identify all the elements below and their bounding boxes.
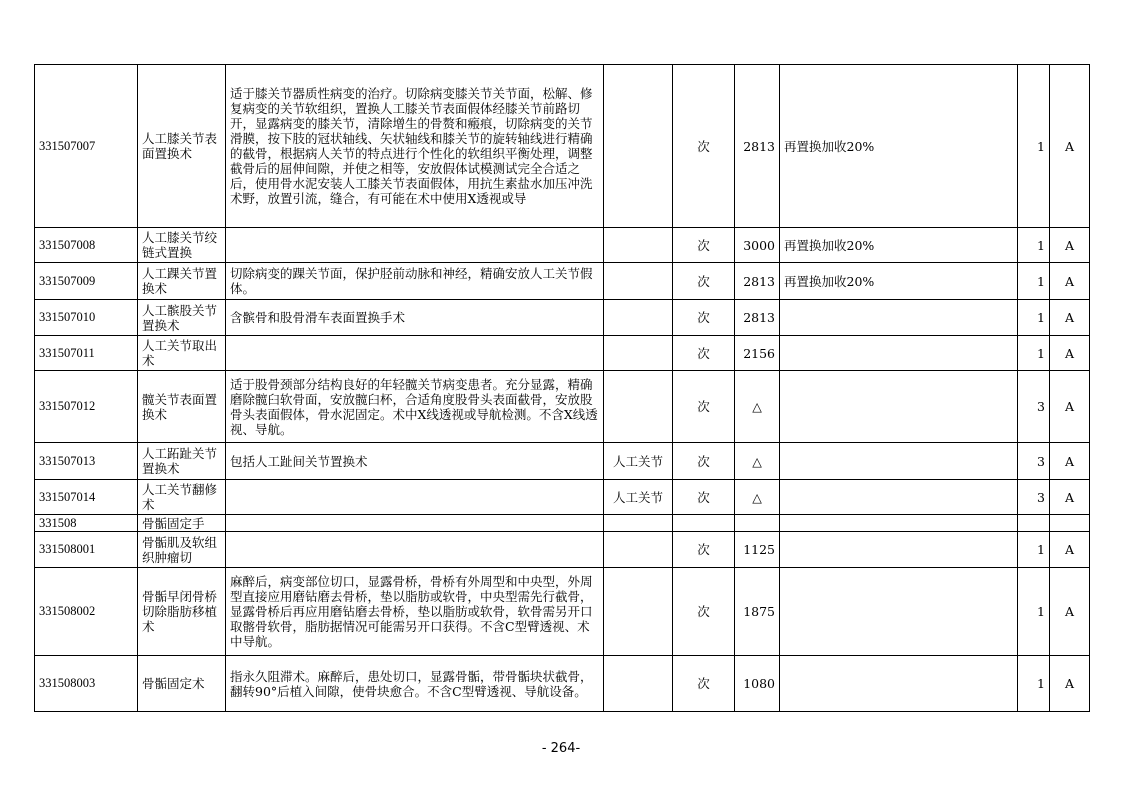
item-code: 331507012: [35, 371, 138, 443]
item-name: 人工髌股关节置换术: [138, 300, 226, 336]
item-class: A: [1050, 532, 1090, 568]
item-unit: 次: [673, 568, 735, 656]
item-level: 3: [1018, 480, 1050, 515]
item-code: 331508003: [35, 656, 138, 712]
item-level: 1: [1018, 656, 1050, 712]
item-level: 1: [1018, 228, 1050, 263]
item-description: [226, 228, 604, 263]
item-description: 含髌骨和股骨滑车表面置换手术: [226, 300, 604, 336]
item-unit: 次: [673, 480, 735, 515]
item-name: 人工跖趾关节置换术: [138, 443, 226, 480]
table-row: [35, 568, 1090, 656]
item-code: 331507014: [35, 480, 138, 515]
item-price: 2156: [735, 336, 780, 371]
item-note: [780, 656, 1018, 712]
item-exclusion: [604, 228, 673, 263]
item-class: A: [1050, 65, 1090, 228]
table-row: [35, 300, 1090, 336]
item-note: [780, 336, 1018, 371]
item-unit: 次: [673, 371, 735, 443]
item-price: △: [735, 443, 780, 480]
item-unit: 次: [673, 263, 735, 300]
item-exclusion: 人工关节: [604, 443, 673, 480]
item-description: 切除病变的踝关节面，保护胫前动脉和神经，精确安放人工关节假体。: [226, 263, 604, 300]
table-row: [35, 336, 1090, 371]
item-class: A: [1050, 443, 1090, 480]
item-exclusion: [604, 336, 673, 371]
item-note: [780, 515, 1018, 532]
item-unit: 次: [673, 300, 735, 336]
item-code: 331507009: [35, 263, 138, 300]
item-price: 2813: [735, 263, 780, 300]
item-exclusion: [604, 532, 673, 568]
item-note: 再置换加收20%: [780, 65, 1018, 228]
item-name: 人工膝关节表面置换术: [138, 65, 226, 228]
item-code: 331507013: [35, 443, 138, 480]
item-class: A: [1050, 568, 1090, 656]
table-row: [35, 371, 1090, 443]
page-number: - 264-: [541, 741, 581, 756]
item-level: 3: [1018, 443, 1050, 480]
item-level: 1: [1018, 568, 1050, 656]
table-row: [35, 263, 1090, 300]
item-unit: [673, 515, 735, 532]
item-note: [780, 532, 1018, 568]
item-level: 1: [1018, 532, 1050, 568]
item-name: 骨骺固定手: [138, 515, 226, 532]
item-class: A: [1050, 300, 1090, 336]
item-description: 指永久阻滞术。麻醉后，患处切口，显露骨骺，带骨骺块状截骨，翻转90°后植入间隙，使骨块愈合。不含C型臂透视、导航设备。: [226, 656, 604, 712]
item-exclusion: [604, 371, 673, 443]
item-note: 再置换加收20%: [780, 228, 1018, 263]
item-name: 人工膝关节绞链式置换: [138, 228, 226, 263]
item-code: 331507007: [35, 65, 138, 228]
item-price: [735, 515, 780, 532]
table-row: [35, 65, 1090, 228]
item-price: 1125: [735, 532, 780, 568]
item-description: [226, 336, 604, 371]
item-code: 331507010: [35, 300, 138, 336]
item-note: [780, 300, 1018, 336]
item-level: 1: [1018, 263, 1050, 300]
item-level: [1018, 515, 1050, 532]
item-price: 1875: [735, 568, 780, 656]
item-class: A: [1050, 263, 1090, 300]
item-class: A: [1050, 228, 1090, 263]
item-class: A: [1050, 336, 1090, 371]
item-price: 2813: [735, 65, 780, 228]
item-name: 髋关节表面置换术: [138, 371, 226, 443]
item-unit: 次: [673, 336, 735, 371]
table-row: [35, 480, 1090, 515]
item-unit: 次: [673, 65, 735, 228]
item-exclusion: [604, 300, 673, 336]
item-level: 1: [1018, 65, 1050, 228]
item-price: 1080: [735, 656, 780, 712]
item-class: A: [1050, 656, 1090, 712]
item-note: 再置换加收20%: [780, 263, 1018, 300]
item-code: 331507008: [35, 228, 138, 263]
table-row: [35, 656, 1090, 712]
item-exclusion: 人工关节: [604, 480, 673, 515]
item-unit: 次: [673, 532, 735, 568]
item-unit: 次: [673, 656, 735, 712]
item-exclusion: [604, 515, 673, 532]
item-description: [226, 515, 604, 532]
item-code: 331508002: [35, 568, 138, 656]
item-note: [780, 568, 1018, 656]
item-description: 适于膝关节器质性病变的治疗。切除病变膝关节关节面，松解、修复病变的关节软组织，置换人工膝关节表面假体经膝关节前路切开，显露病变的膝关节，清除增生的骨赘和瘢痕，切除病变的关节滑膜，按下肢的冠状轴线、矢状轴线和膝关节的旋转轴线进行精确的截骨，根据病人关节的特点进行个性化的软组织平衡处理，调整截骨后的屈伸间隙，并使之相等，安放假体试模测试完全合适之后，使用骨水泥安装人工膝关节表面假体，用抗生素盐水加压冲洗术野，放置引流，缝合，有可能在术中使用X透视或导: [226, 65, 604, 228]
item-note: [780, 371, 1018, 443]
item-note: [780, 443, 1018, 480]
item-price: 2813: [735, 300, 780, 336]
table-row: [35, 532, 1090, 568]
table-row: [35, 228, 1090, 263]
item-code: 331508001: [35, 532, 138, 568]
table-row: [35, 515, 1090, 532]
item-price: △: [735, 480, 780, 515]
item-code: 331508: [35, 515, 138, 532]
item-unit: 次: [673, 228, 735, 263]
item-exclusion: [604, 568, 673, 656]
item-unit: 次: [673, 443, 735, 480]
item-name: 骨骺固定术: [138, 656, 226, 712]
item-class: [1050, 515, 1090, 532]
item-price: 3000: [735, 228, 780, 263]
item-name: 人工关节翻修术: [138, 480, 226, 515]
fee-table-body: [35, 65, 1090, 712]
item-level: 1: [1018, 300, 1050, 336]
item-exclusion: [604, 656, 673, 712]
item-description: [226, 480, 604, 515]
item-description: 包括人工趾间关节置换术: [226, 443, 604, 480]
item-description: 适于股骨颈部分结构良好的年轻髋关节病变患者。充分显露，精确磨除髋臼软骨面，安放髋臼杯，合适角度股骨头表面截骨，安放股骨头表面假体，骨水泥固定。术中X线透视或导航检测。不含X线透视、导航。: [226, 371, 604, 443]
item-level: 1: [1018, 336, 1050, 371]
item-exclusion: [604, 263, 673, 300]
item-description: 麻醉后，病变部位切口，显露骨桥，骨桥有外周型和中央型，外周型直接应用磨钻磨去骨桥，垫以脂肪或软骨，中央型需先行截骨，显露骨桥后再应用磨钻磨去骨桥，垫以脂肪或软骨，软骨需另开口取髂骨软骨，脂肪据情况可能需另开口获得。不含C型臂透视、术中导航。: [226, 568, 604, 656]
item-note: [780, 480, 1018, 515]
item-description: [226, 532, 604, 568]
item-name: 骨骺肌及软组织肿瘤切: [138, 532, 226, 568]
fee-table: [34, 64, 1090, 712]
item-name: 人工关节取出术: [138, 336, 226, 371]
item-class: A: [1050, 371, 1090, 443]
item-level: 3: [1018, 371, 1050, 443]
item-name: 骨骺早闭骨桥切除脂肪移植术: [138, 568, 226, 656]
item-code: 331507011: [35, 336, 138, 371]
table-row: [35, 443, 1090, 480]
item-exclusion: [604, 65, 673, 228]
item-class: A: [1050, 480, 1090, 515]
item-name: 人工踝关节置换术: [138, 263, 226, 300]
item-price: △: [735, 371, 780, 443]
